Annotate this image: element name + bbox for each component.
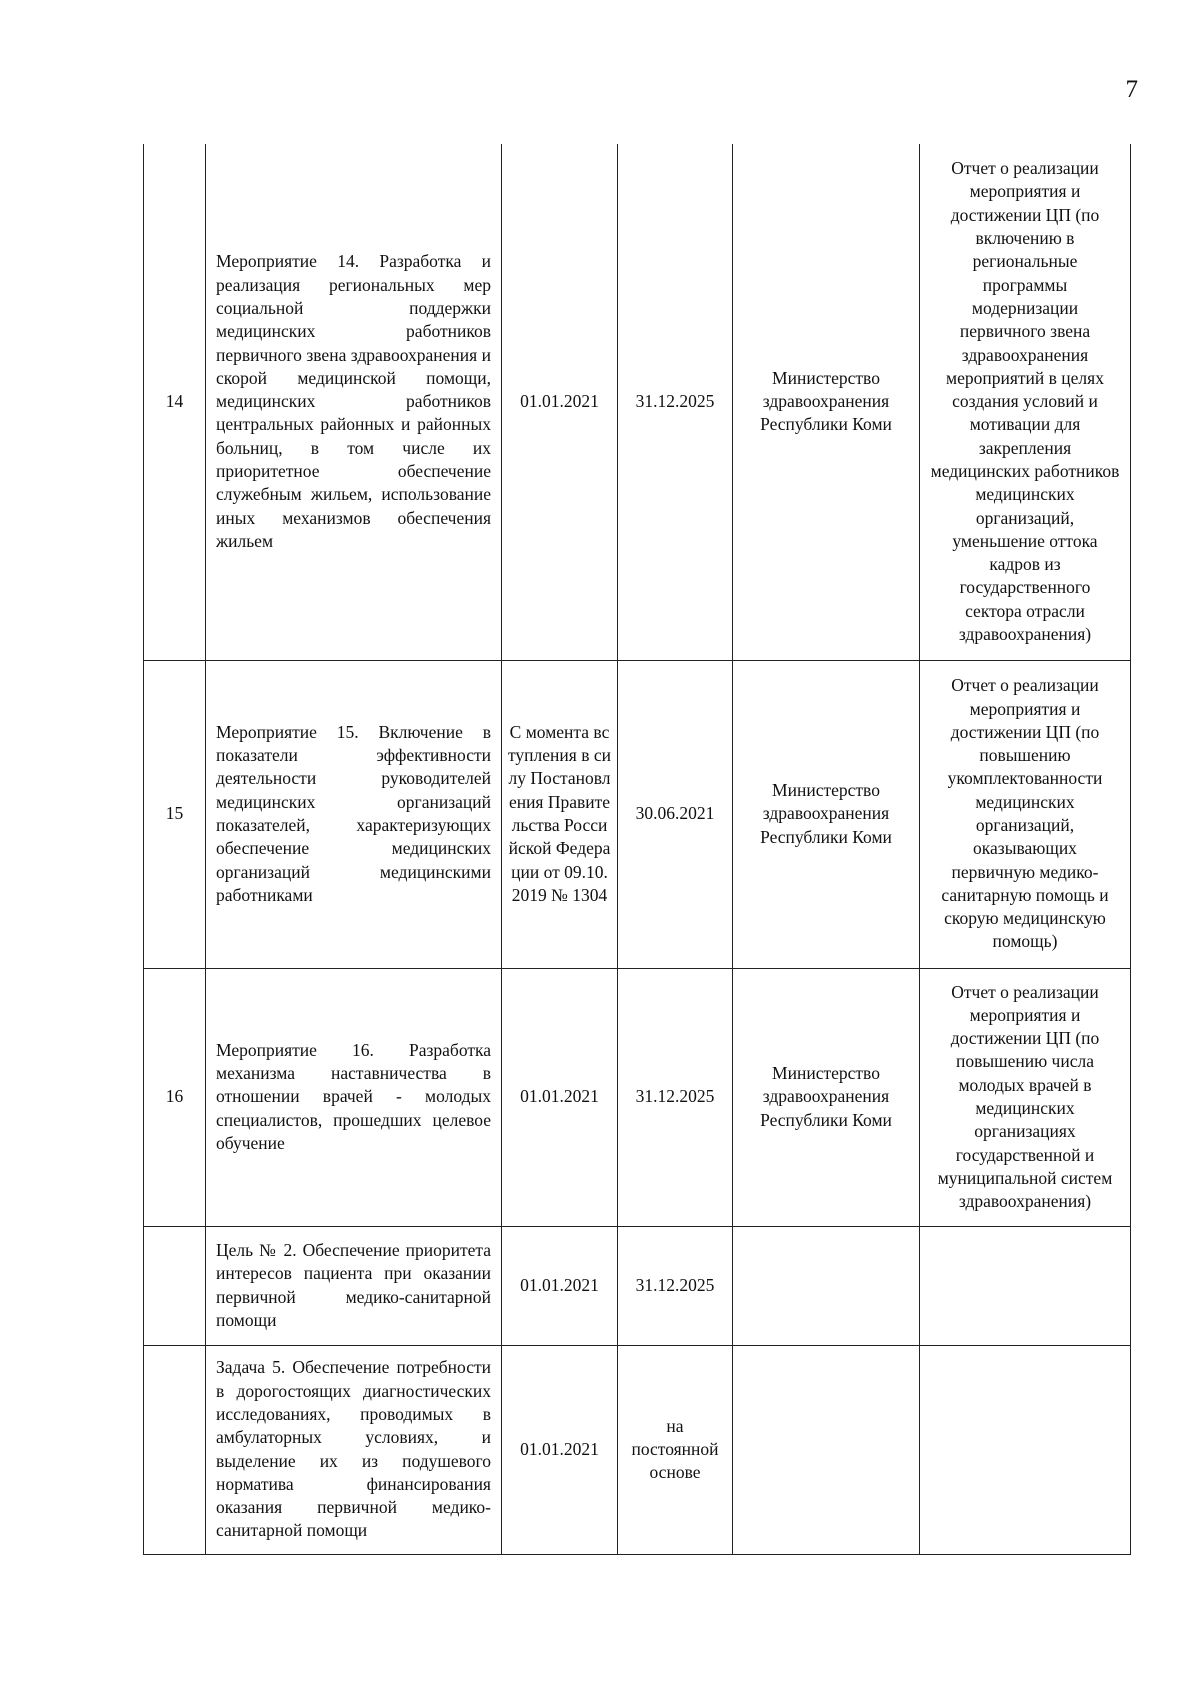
start-date-cell: 01.01.2021 [502,968,618,1226]
activity-description-cell: Мероприятие 16. Разработка механизма наставничества в отношении врачей - молодых специалистов, прошедших целевое обучение [206,968,502,1226]
goal-description-cell: Цель № 2. Обеспечение приоритета интересов пациента при оказании первичной медико-санитарной помощи [206,1226,502,1345]
activity-description-cell: Мероприятие 15. Включение в показатели эффективности деятельности руководителей медицинских организаций показателей, характеризующих обеспечение медицинских организаций медицинскими работниками [206,660,502,968]
start-date-cell: 01.01.2021 [502,1226,618,1345]
end-date-cell: 31.12.2025 [618,144,733,660]
end-date-cell: 30.06.2021 [618,660,733,968]
row-number-cell: 16 [144,968,206,1226]
end-date-cell: 31.12.2025 [618,968,733,1226]
start-date-cell: 01.01.2021 [502,1345,618,1554]
activity-description-cell: Мероприятие 14. Разработка и реализация региональных мер социальной поддержки медицинских работников первичного звена здравоохранения и скорой медицинской помощи, медицинских работников центральных районных и районных больниц, в том числе их приоритетное обеспечение служебным жильем, использование иных механизмов обеспечения жильем [206,144,502,660]
table-row [144,1345,1131,1554]
result-cell [920,1345,1131,1554]
table-row [144,1226,1131,1345]
responsible-cell [733,1345,920,1554]
responsible-cell [733,1226,920,1345]
start-date-cell: С момента вступления в силу Постановления Правительства Российской Федерации от 09.10.2019 № 1304 [502,660,618,968]
end-date-cell: на постоянной основе [618,1345,733,1554]
result-cell [920,1226,1131,1345]
start-date-cell: 01.01.2021 [502,144,618,660]
responsible-cell: Министерство здравоохранения Республики Коми [733,144,920,660]
table-row [144,144,1131,660]
result-cell: Отчет о реализации мероприятия и достижении ЦП (по включению в региональные программы модернизации первичного звена здравоохранения мероприятий в целях создания условий и мотивации для закрепления медицинских работников медицинских организаций, уменьшение оттока кадров из государственного сектора отрасли здравоохранения) [920,144,1131,660]
table-row [144,968,1131,1226]
responsible-cell: Министерство здравоохранения Республики Коми [733,660,920,968]
end-date-cell: 31.12.2025 [618,1226,733,1345]
row-number-cell: 14 [144,144,206,660]
table-row [144,660,1131,968]
activities-table [143,144,1131,1555]
responsible-cell: Министерство здравоохранения Республики Коми [733,968,920,1226]
page-number: 7 [1125,76,1138,103]
row-number-cell: 15 [144,660,206,968]
result-cell: Отчет о реализации мероприятия и достижении ЦП (по повышению укомплектованности медицинских организаций, оказывающих первичную медико-санитарную помощь и скорую медицинскую помощь) [920,660,1131,968]
row-number-cell [144,1226,206,1345]
row-number-cell [144,1345,206,1554]
result-cell: Отчет о реализации мероприятия и достижении ЦП (по повышению числа молодых врачей в медицинских организациях государственной и муниципальной систем здравоохранения) [920,968,1131,1226]
task-description-cell: Задача 5. Обеспечение потребности в дорогостоящих диагностических исследованиях, проводимых в амбулаторных условиях, и выделение их из подушевого норматива финансирования оказания первичной медико-санитарной помощи [206,1345,502,1554]
